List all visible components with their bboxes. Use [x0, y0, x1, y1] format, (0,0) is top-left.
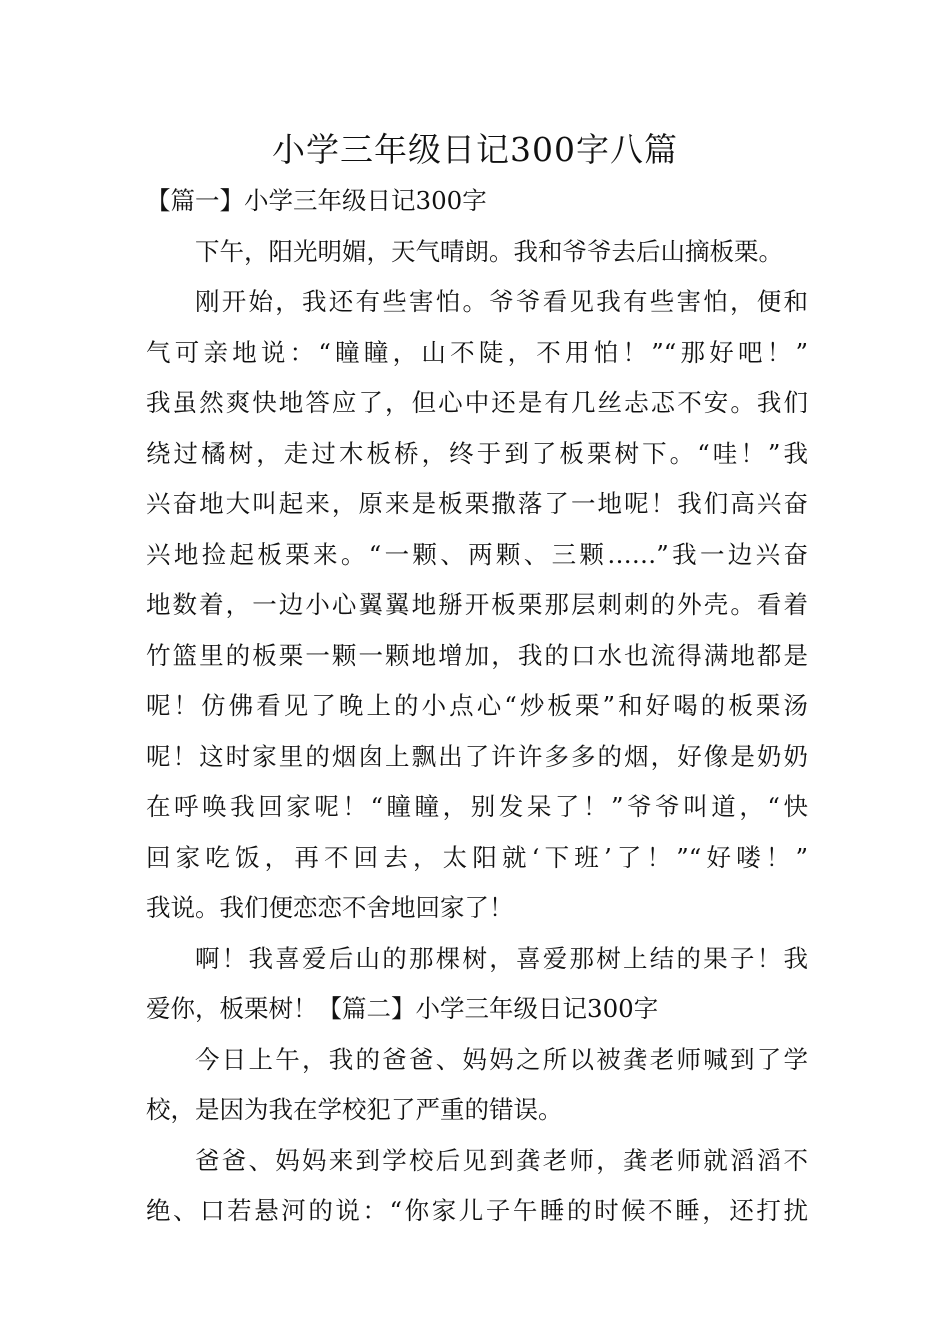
document-body	[146, 176, 808, 1237]
text-line: 校，是因为我在学校犯了严重的错误。	[146, 1095, 563, 1124]
text-line: 【篇一】小学三年级日记300字	[146, 186, 487, 215]
text-line: 我说。我们便恋恋不舍地回家了！	[146, 893, 514, 922]
text-line: 呢！这时家里的烟囱上飘出了许许多多的烟，好像是奶奶	[146, 741, 808, 771]
text-line: 气可亲地说：“瞳瞳，山不陡，不用怕！”“那好吧！”	[146, 337, 808, 367]
text-line: 回家吃饭，再不回去，太阳就‘下班’了！”“好喽！”	[146, 842, 808, 872]
text-line: 兴地捡起板栗来。“一颗、两颗、三颗……”我一边兴奋	[146, 539, 808, 569]
text-line: 今日上午，我的爸爸、妈妈之所以被龚老师喊到了学	[195, 1044, 808, 1074]
text-line: 我虽然爽快地答应了，但心中还是有几丝忐忑不安。我们	[146, 388, 808, 417]
text-line: 刚开始，我还有些害怕。爷爷看见我有些害怕，便和	[195, 287, 808, 316]
text-line: 绝、口若悬河的说：“你家儿子午睡的时候不睡，还打扰	[146, 1196, 808, 1225]
document-title: 小学三年级日记300字八篇	[272, 130, 678, 169]
text-line: 绕过橘树，走过木板桥，终于到了板栗树下。“哇！”我	[146, 438, 808, 468]
text-line: 爱你，板栗树！【篇二】小学三年级日记300字	[146, 994, 659, 1023]
text-line: 兴奋地大叫起来，原来是板栗撒落了一地呢！我们高兴奋	[146, 489, 808, 518]
text-line: 爸爸、妈妈来到学校后见到龚老师，龚老师就滔滔不	[195, 1145, 808, 1175]
text-line: 下午，阳光明媚，天气晴朗。我和爷爷去后山摘板栗。	[195, 236, 783, 266]
text-line: 呢！仿佛看见了晚上的小点心“炒板栗”和好喝的板栗汤	[146, 691, 808, 720]
text-line: 地数着，一边小心翼翼地掰开板栗那层刺刺的外壳。看着	[146, 590, 808, 619]
text-line: 在呼唤我回家呢！“瞳瞳，别发呆了！”爷爷叫道，“快	[146, 792, 808, 821]
text-line: 竹篮里的板栗一颗一颗地增加，我的口水也流得满地都是	[146, 640, 808, 670]
text-line: 啊！我喜爱后山的那棵树，喜爱那树上结的果子！我	[195, 943, 808, 973]
